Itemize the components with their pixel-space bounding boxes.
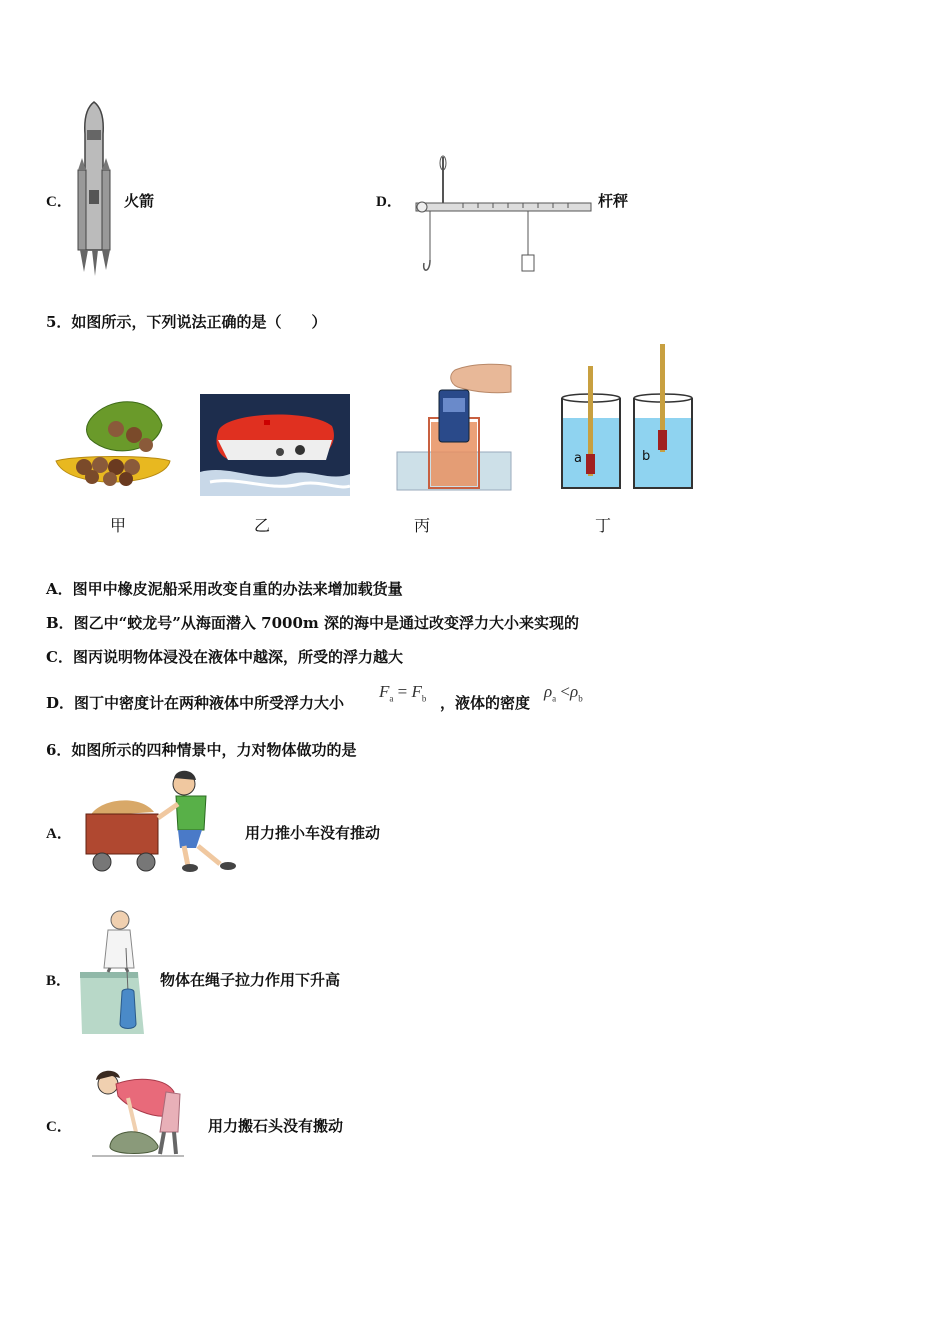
density-inequality (544, 682, 583, 703)
option-c-letter: C． (46, 194, 72, 210)
q6-option-b-label: 物体在绳子拉力作用下升高 (160, 971, 341, 989)
figure-bing-beaker-hand (395, 362, 513, 492)
q5-question: 5．如图所示，下列说法正确的是（ ） (46, 313, 327, 331)
option-d-label: 杆秤 (598, 192, 629, 210)
force-sub-b: b (421, 693, 427, 704)
caption-yi: 乙 (254, 516, 271, 535)
caption-ding: 丁 (595, 516, 612, 535)
q6-option-c-label: 用力搬石头没有搬动 (208, 1117, 344, 1135)
force-symbol-b: F (411, 682, 422, 701)
beaker-label-a: a (574, 451, 582, 466)
q6-option-a-letter: A． (46, 826, 72, 842)
q5-option-a: A．图甲中橡皮泥船采用改变自重的办法来增加载货量 (46, 580, 403, 598)
girl-lifting-stone-illustration (88, 1062, 188, 1162)
beaker-label-b: b (642, 449, 651, 464)
figure-jia-clay-boat (54, 395, 172, 495)
q6-question: 6．如图所示的四种情景中，力对物体做功的是 (46, 741, 357, 759)
rho-symbol-b: ρ (570, 682, 579, 701)
q5-option-b: B．图乙中“蛟龙号”从海面潜入 7000m 深的海中是通过改变浮力大小来实现的 (46, 614, 580, 632)
option-c-label: 火箭 (124, 192, 155, 210)
equal-sign: = (397, 682, 408, 701)
steelyard-illustration (408, 155, 593, 280)
caption-jia: 甲 (110, 516, 127, 535)
q5-option-d-mid: ，液体的密度 (440, 694, 531, 712)
rho-sub-a: a (552, 693, 557, 704)
rho-symbol-a: ρ (544, 682, 553, 701)
figure-ding-hydrometers (558, 340, 698, 492)
caption-bing: 丙 (414, 516, 431, 535)
q6-option-a-label: 用力推小车没有推动 (245, 824, 381, 842)
rocket-illustration (70, 100, 120, 278)
force-symbol-a: F (379, 682, 390, 701)
rho-sub-b: b (578, 693, 583, 704)
force-equation (379, 682, 426, 703)
q6-option-b-letter: B． (46, 973, 72, 989)
boy-pushing-cart-illustration (80, 768, 242, 874)
q5-option-d-text: D．图丁中密度计在两种液体中所受浮力大小 (46, 694, 345, 712)
less-than-sign: < (560, 682, 571, 701)
force-sub-a: a (389, 693, 394, 704)
man-lifting-bottle-illustration (78, 908, 148, 1036)
q6-option-c-letter: C． (46, 1119, 72, 1135)
q5-option-c: C．图丙说明物体浸没在液体中越深，所受的浮力越大 (46, 648, 403, 666)
figure-yi-submersible (200, 394, 350, 496)
option-d-letter: D． (376, 194, 402, 210)
